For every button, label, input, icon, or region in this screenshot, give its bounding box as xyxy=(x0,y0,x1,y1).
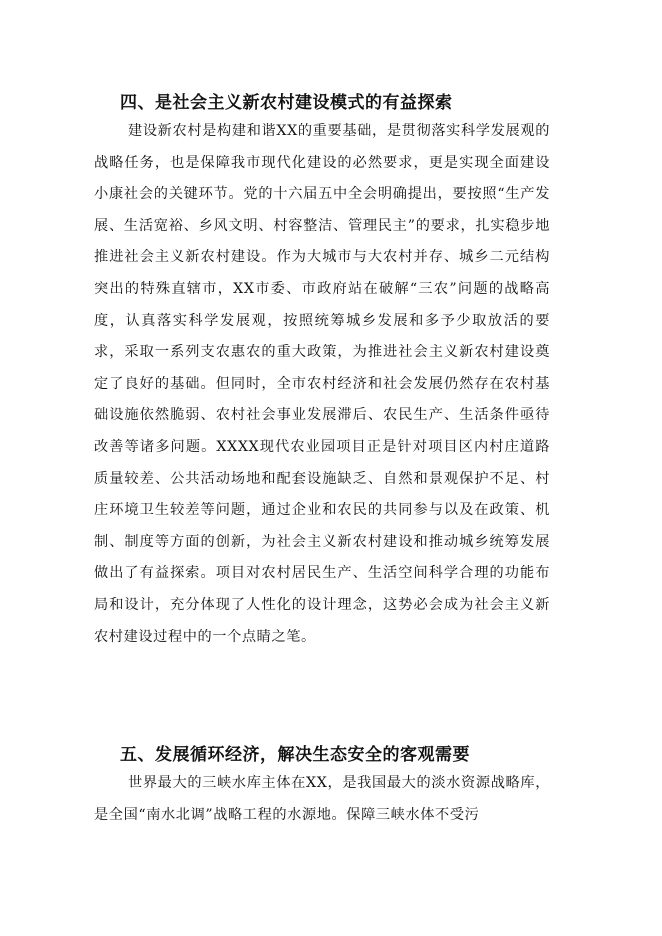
section-5-heading: 五、发展循环经济，解决生态安全的客观需要 xyxy=(120,745,470,765)
section-5-paragraph: 世界最大的三峡水库主体在XX，是我国最大的淡水资源战略库，是全国“南水北调”战略工程的水源地。保障三峡水体不受污 xyxy=(94,775,550,823)
section-4-heading: 四、是社会主义新农村建设模式的有益探索 xyxy=(120,93,453,113)
section-4-paragraph: 建设新农村是构建和谐XX的重要基础，是贯彻落实科学发展观的战略任务，也是保障我市现代化建设的必然要求，更是实现全面建设小康社会的关键环节。党的十六届五中全会明确提出，要按照“生产发展、生活宽裕、乡风文明、村容整洁、管理民主”的要求，扎实稳步地推进社会主义新农村建设。作为大城市与大农村并存、城乡二元结构突出的特殊直辖市，XX市委、市政府站在破解“三农”问题的战略高度，认真落实科学发展观，按照统筹城乡发展和多予少取放活的要求，采取一系列支农惠农的重大政策，为推进社会主义新农村建设奠定了良好的基础。但同时，全市农村经济和社会发展仍然存在农村基础设施依然脆弱、农村社会事业发展滞后、农民生产、生活条件亟待改善等诸多问题。XXXX现代农业园项目正是针对项目区内村庄道路质量较差、公共活动场地和配套设施缺乏、自然和景观保护不足、村庄环境卫生较差等问题，通过企业和农民的共同参与以及在政策、机制、制度等方面的创新，为社会主义新农村建设和推动城乡统筹发展做出了有益探索。项目对农村居民生产、生活空间科学合理的功能布局和设计，充分体现了人性化的设计理念，这势必会成为社会主义新农村建设过程中的一个点睛之笔。 xyxy=(94,123,550,645)
